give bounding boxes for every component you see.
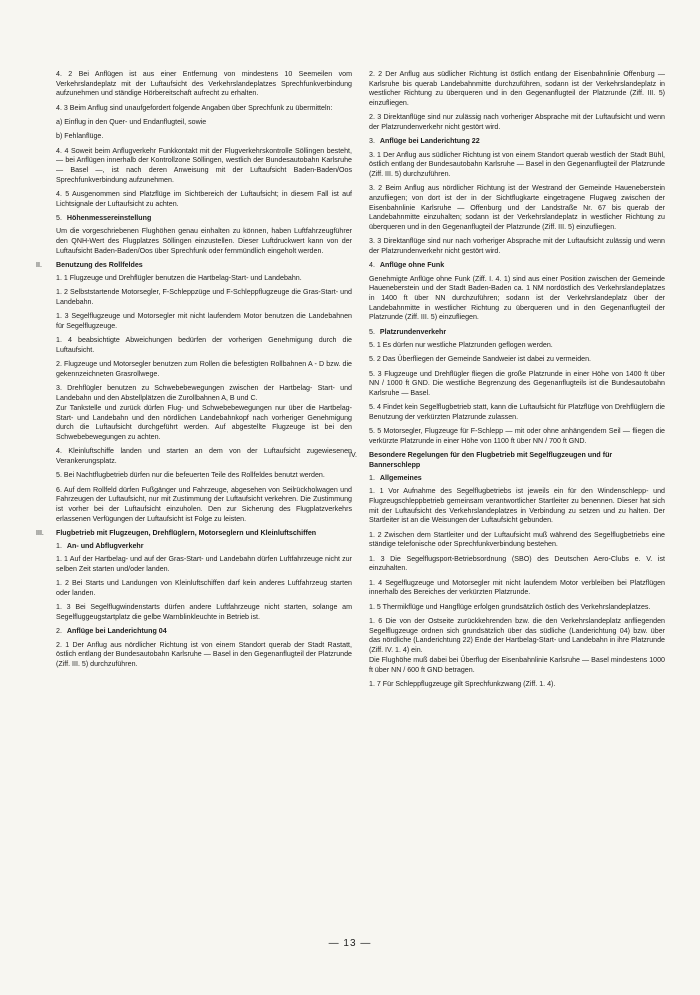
paragraph: 5. 5 Motorsegler, Flugzeuge für F-Schlepp — mit oder ohne anhängendem Seil — fliegen die verkürzte Platzrunde in einer Höhe von 1100 ft über NN / 700 ft GND.: [369, 427, 665, 445]
paragraph: 3. 1 Der Anflug aus südlicher Richtung ist von einem Standort querab westlich der Stadt Bühl, östlich entlang der Bundesautobahn Karlsruhe — Basel in den Gegenanflugteil der Platzrunde (Ziff. III. 5) durchzuführen.: [369, 150, 665, 179]
subsection-heading: [369, 474, 665, 484]
heading-number: IV.: [349, 451, 358, 460]
section-heading: [349, 451, 665, 470]
subsection-heading: [369, 328, 665, 338]
heading-number: III.: [36, 528, 44, 537]
paragraph: 2. 3 Direktanflüge sind nur zulässig nach vorheriger Absprache mit der Luftaufsicht und wenn der Platzrundenverkehr nicht gestört wird.: [369, 113, 665, 132]
heading-number: 3.: [369, 137, 375, 146]
paragraph: 4. Kleinluftschiffe landen und starten an dem von der Luftaufsicht zugewiesenen Verankerungsplatz.: [56, 447, 352, 465]
paragraph: 1. 4 beabsichtigte Abweichungen bedürfen der vorherigen Genehmigung durch die Luftaufsicht.: [56, 336, 352, 355]
heading-number: 2.: [56, 627, 62, 636]
paragraph: 1. 6 Die von der Ostseite zurückkehrenden bzw. die den Verkehrslandeplatz anfliegenden Segelflugzeuge ordnen sich grundsätzlich über das südliche (Landerichtung 04) bzw. über das nördliche (Landerichtung 22) Ende der Hartbelag-Start- und Landebahn in ihre Platzrunde (Ziff. IV. 1. 4) ein. Die Flughöhe muß dabei bei Überflug der Eisenbahnlinie Karlsruhe — Basel mindestens 1000 ft über NN / 600 ft GND betragen.: [369, 617, 665, 674]
heading-number: II.: [36, 260, 42, 269]
heading-text: Platzrundenverkehr: [379, 327, 447, 336]
page-number: — 13 —: [328, 938, 372, 949]
paragraph: 4. 4 Soweit beim Anflugverkehr Funkkontakt mit der Flugverkehrskontrolle Söllingen besteht, — bei Anflügen innerhalb der Kontrollzone Söllingen, westlich der Bundesautobahn Karlsruhe — Basel —, ist nach deren Anweisung mit der Luftaufsicht Baden-Baden/Oos Sprechfunkverbindung aufzunehmen.: [56, 146, 352, 184]
subsection-heading: [369, 137, 665, 147]
paragraph: 1. 2 Selbststartende Motorsegler, F-Schleppzüge und F-Schleppflugzeuge die Gras-Start- und Landebahn.: [56, 288, 352, 307]
heading-text: Benutzung des Rollfeldes: [56, 260, 143, 269]
paragraph: 1. 1 Auf der Hartbelag- und auf der Gras-Start- und Landebahn dürfen Luftfahrzeuge nicht zur selben Zeit starten und/oder landen.: [56, 555, 352, 574]
paragraph: 1. 1 Vor Aufnahme des Segelflugbetriebs ist jeweils ein für den Windenschlepp- und Flugzeugschleppbetrieb gemeinsam verantwortlicher Startleiter zu benennen. Dieser hat sich mit der Luftaufsicht des Verkehrslandeplatzes in Verbindung zu setzen und zu halten. Der Startleiter ist an die Weisungen der Luftaufsicht gebunden.: [369, 487, 665, 525]
heading-text: Anflüge bei Landerichtung 22: [379, 137, 480, 146]
paragraph: 5. Bei Nachtflugbetrieb dürfen nur die befeuerten Teile des Rollfeldes benutzt werden.: [56, 471, 325, 480]
paragraph: 6. Auf dem Rollfeld dürfen Fußgänger und Fahrzeuge, abgesehen von Seilrückholwagen und Fahrzeugen der Luftaufsicht, nur mit Zustimmung der Luftaufsicht verkehren. Die Zustimmung ist vorher bei der Luftaufsicht einzuholen. Den zur Sicherung des Flugplatzverkehrs erlassenen Verfügungen der Luftaufsicht ist Folge zu leisten.: [56, 485, 352, 523]
paragraph: 4. 2 Bei Anflügen ist aus einer Entfernung von mindestens 10 Seemeilen vom Verkehrslandeplatz mit der Luftaufsicht des Verkehrslandeplatzes Sprechfunkverbindung aufzunehmen und ständige Hörbereitschaft aufrecht zu erhalten.: [56, 70, 352, 98]
paragraph: 2. 1 Der Anflug aus nördlicher Richtung ist von einem Standort querab der Stadt Rastatt, östlich entlang der Bundesautobahn Karlsruhe — Basel in den Gegenanflugteil der Platzrunde (Ziff. III. 5) durchzuführen.: [56, 640, 352, 668]
section-heading: [36, 261, 352, 271]
paragraph: 5. 1 Es dürfen nur westliche Platzrunden geflogen werden.: [369, 340, 553, 349]
paragraph: 2. Flugzeuge und Motorsegler benutzen zum Rollen die befestigten Rollbahnen A - D bzw. die gekennzeichneten Grasrollwege.: [56, 360, 352, 379]
subsection-heading: [56, 627, 352, 637]
heading-text: Flugbetrieb mit Flugzeugen, Drehflüglern, Motorseglern und Kleinluftschiffen: [56, 528, 317, 537]
heading-number: 5.: [56, 214, 62, 222]
right-column: [349, 70, 665, 694]
paragraph: 1. 2 Bei Starts und Landungen von Kleinluftschiffen darf kein anderes Luftfahrzeug starten oder landen.: [56, 579, 352, 598]
paragraph: 1. 4 Segelflugzeuge und Motorsegler mit nicht laufendem Motor verbleiben bei Platzflügen innerhalb des Bereiches der verkürzten Platzrunde.: [369, 578, 665, 597]
heading-text: Anflüge bei Landerichtung 04: [66, 627, 167, 636]
paragraph: 5. 3 Flugzeuge und Drehflügler fliegen die große Platzrunde in einer Höhe von 1400 ft über NN / 1000 ft GND. Die westliche Begrenzung des Gegenanflugteils ist die Bundesautobahn Karlsruhe — Basel.: [369, 369, 665, 397]
section-heading: [36, 529, 352, 539]
subsection-heading: [369, 261, 665, 271]
paragraph: 1. 3 Die Segelflugsport-Betriebsordnung (SBO) des Deutschen Aero-Clubs e. V. ist einzuhalten.: [369, 554, 665, 573]
paragraph: 1. 2 Zwischen dem Startleiter und der Luftaufsicht muß während des Segelflugbetriebs eine ständige telefonische oder Sprechfunkverbindung bestehen.: [369, 530, 665, 549]
paragraph: b) Fehlanflüge.: [56, 132, 104, 141]
paragraph: a) Einflug in den Quer- und Endanflugteil, sowie: [56, 118, 207, 126]
paragraph: 1. 7 Für Schleppflugzeuge gilt Sprechfunkzwang (Ziff. 1. 4).: [369, 679, 556, 688]
subsection-heading: [56, 542, 352, 552]
heading-number: 1.: [56, 542, 62, 551]
paragraph: Genehmigte Anflüge ohne Funk (Ziff. I. 4. 1) sind aus einer Position zwischen der Gemeinde Haueneberstein und der Stadt Baden-Baden ca. 1 NM nordöstlich des Verkehrslandeplatzes in 1400 ft über NN durchzuführen; sodann ist der Verkehrslandeplatz über der Landebahnmitte in westlicher Richtung zu überqueren und in den Gegenanflugteil der Platzrunde (Ziff. III. 5) einzufliegen.: [369, 274, 665, 322]
paragraph: 1. 3 Bei Segelflugwindenstarts dürfen andere Luftfahrzeuge nicht starten, solange am Segelfluggeugstartplatz die gelbe Warnblinkleuchte in Betrieb ist.: [56, 603, 352, 622]
heading-text: Allgemeines: [379, 474, 422, 483]
paragraph: 2. 2 Der Anflug aus südlicher Richtung ist östlich entlang der Eisenbahnlinie Offenburg — Karlsruhe bis querab Landebahnmitte durchzuführen, sodann ist der Verkehrslandeplatz in westlicher Richtung zu überqueren und in den Gegenanflugteil der Platzrunde (Ziff. III. 5) einzufliegen.: [369, 70, 665, 108]
heading-text: Anflüge ohne Funk: [379, 261, 445, 270]
left-column: [36, 70, 352, 674]
heading-text: Besondere Regelungen für den Flugbetrieb mit Segelflugzeugen und für Bannerschlepp: [369, 451, 613, 469]
paragraph: 3. 2 Beim Anflug aus nördlicher Richtung ist der Westrand der Gemeinde Haueneberstein anzufliegen; von dort ist der in der Sichtflugkarte eingetragene Flugweg zwischen der Eisenbahnlinie Karlsruhe — Offenburg und der Landstraße Nr. 67 bis querab der Landebahnmitte einzuhalten; sodann ist der Verkehrslandeplatz in westlicher Richtung zu überqueren und in den Gegenanflugteil der Platzrunde (Ziff. III. 5) einzufliegen.: [369, 184, 665, 232]
paragraph: 4. 5 Ausgenommen sind Platzflüge im Sichtbereich der Luftaufsicht; in diesem Fall ist auf Lichtsignale der Luftaufsicht zu achten.: [56, 190, 352, 208]
subsection-heading: [56, 214, 352, 224]
heading-number: 4.: [369, 261, 375, 270]
heading-number: 1.: [369, 474, 375, 483]
paragraph: 3. Drehflügler benutzen zu Schwebebewegungen zwischen der Hartbelag- Start- und Landebahn und den Abstellplätzen die Zurollbahnen A, B und C. Zur Tankstelle und zurück dürfen Flug- und Schwebebewegungen nur über die Hartbelag-Start- und Landebahn und den nördlichen Landebahnkopf nach vorheriger Genehmigung durch die Luftaufsicht durchgeführt werden. Auf abgestellte Flugzeuge ist bei den Schwebebewegungen zu achten.: [56, 384, 352, 441]
heading-number: 5.: [369, 327, 375, 336]
paragraph: 1. 5 Thermikflüge und Hangflüge erfolgen grundsätzlich östlich des Verkehrslandeplatzes.: [369, 602, 651, 611]
paragraph: 5. 4 Findet kein Segelflugbetrieb statt, kann die Luftaufsicht für Platzflüge von Drehflüglern die Benutzung der verkürzten Platzrunde zulassen.: [369, 403, 665, 421]
heading-text: An- und Abflugverkehr: [66, 542, 144, 551]
paragraph: 3. 3 Direktanflüge sind nur nach vorheriger Absprache mit der Luftaufsicht zulässig und wenn der Platzrundenverkehr nicht gestört wird.: [369, 237, 665, 256]
paragraph: Um die vorgeschriebenen Flughöhen genau einhalten zu können, haben Luftfahrzeugführer den QNH-Wert des Flugplatzes Söllingen einzustellen. Dieser Luftdruckwert kann von der Luftaufsicht Baden-Baden/Oos über Sprechfunk oder fernmündlich eingeholt werden.: [56, 227, 352, 255]
paragraph: 1. 3 Segelflugzeuge und Motorsegler mit nicht laufendem Motor benutzen die Landebahnen für Segelflugzeuge.: [56, 312, 352, 331]
heading-text: Höhenmessereinstellung: [66, 214, 152, 222]
paragraph: 5. 2 Das Überfliegen der Gemeinde Sandweier ist dabei zu vermeiden.: [369, 355, 591, 364]
paragraph: 1. 1 Flugzeuge und Drehflügler benutzen die Hartbelag-Start- und Landebahn.: [56, 274, 302, 283]
paragraph: 4. 3 Beim Anflug sind unaufgefordert folgende Angaben über Sprechfunk zu übermitteln:: [56, 103, 333, 112]
